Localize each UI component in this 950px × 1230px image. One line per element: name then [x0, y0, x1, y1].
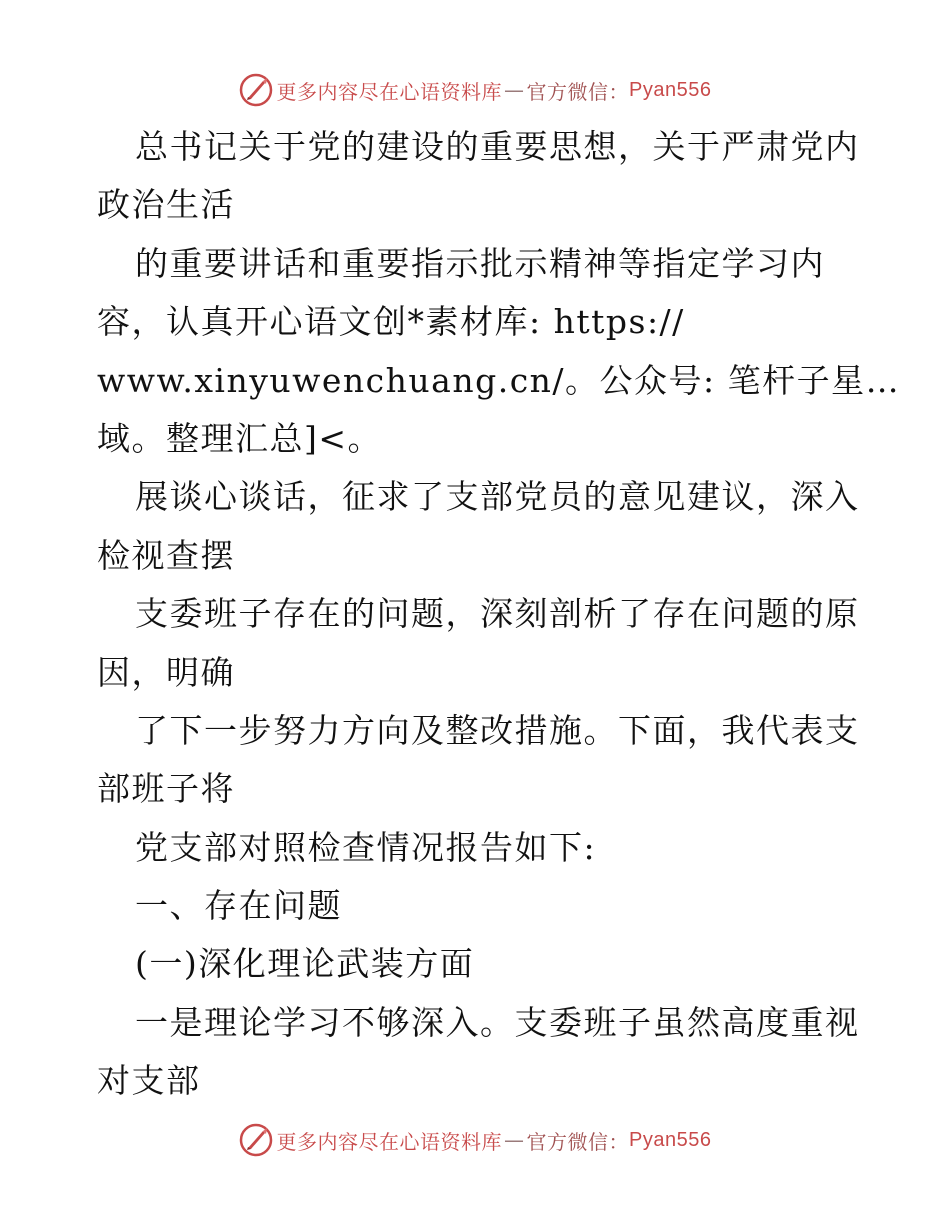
body-line: 支委班子存在的问题，深刻剖析了存在问题的原	[135, 594, 860, 634]
banner-wechat-id: Pyan556	[629, 78, 712, 101]
banner-wechat-id: Pyan556	[629, 1128, 712, 1151]
body-line: 总书记关于党的建设的重要思想，关于严肃党内	[135, 127, 860, 166]
body-line: 因，明确	[97, 652, 235, 692]
body-line: 一是理论学习不够深入。支委班子虽然高度重视	[135, 1002, 860, 1042]
body-line: 部班子将	[97, 769, 235, 809]
banner-separator: —	[504, 1128, 525, 1152]
body-line: 展谈心谈话，征求了支部党员的意见建议，深入	[135, 477, 860, 517]
quill-logo-icon	[239, 73, 273, 107]
quill-logo-icon	[239, 1123, 273, 1157]
body-line: 域。整理汇总]<。	[97, 418, 383, 458]
subsection-heading: (一)深化理论武装方面	[135, 944, 475, 984]
header-banner[interactable]	[0, 70, 950, 110]
banner-text: 更多内容尽在心语资料库	[276, 1129, 503, 1154]
footer-banner[interactable]	[0, 1120, 950, 1160]
body-line: 对支部	[97, 1061, 201, 1101]
banner-wechat-label: 官方微信：	[526, 1129, 630, 1154]
body-line: 容，认真开心语文创*素材库: https://	[97, 302, 685, 342]
banner-text: 更多内容尽在心语资料库	[276, 79, 503, 104]
body-line: 了下一步努力方向及整改措施。下面，我代表支	[135, 710, 860, 750]
body-line: 检视查摆	[97, 535, 235, 575]
body-line: 党支部对照检查情况报告如下:	[135, 827, 597, 867]
body-line: 的重要讲话和重要指示批示精神等指定学习内	[135, 243, 825, 283]
section-heading: 一、存在问题	[135, 886, 342, 926]
banner-wechat-label: 官方微信：	[526, 79, 630, 104]
body-line: www.xinyuwenchuang.cn/。公众号: 笔杆子星…	[97, 360, 901, 400]
banner-separator: —	[504, 78, 525, 102]
document-body	[97, 118, 901, 1111]
body-line: 政治生活	[97, 185, 235, 225]
